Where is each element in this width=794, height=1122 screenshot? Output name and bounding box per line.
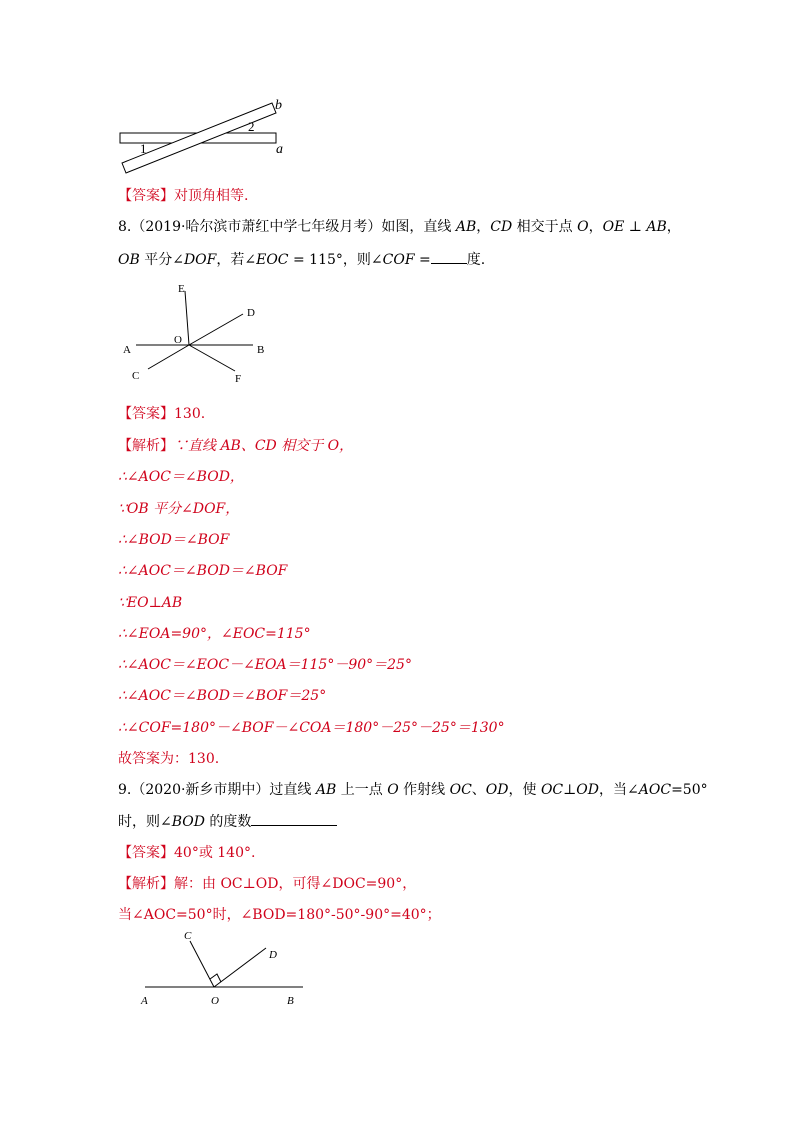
- label-D: D: [269, 949, 277, 961]
- figure-perpendicular-rays: [135, 922, 315, 1017]
- label-A: A: [141, 995, 148, 1007]
- figure-parallel-strips: [110, 95, 300, 175]
- analysis-8-step-4: ∴∠BOD＝∠BOF: [118, 532, 230, 548]
- label-F: F: [235, 373, 242, 385]
- label-C: C: [184, 930, 192, 942]
- label-angle-1: 1: [140, 141, 147, 156]
- analysis-8-step-8: ∴∠AOC＝∠EOC－∠EOA＝115°－90°＝25°: [118, 657, 412, 673]
- label-B: B: [287, 995, 294, 1007]
- analysis-8-step-10: ∴∠COF=180°－∠BOF－∠COA＝180°－25°－25°＝130°: [118, 720, 505, 736]
- answer-7: 【答案】对顶角相等.: [118, 188, 249, 204]
- label-A: A: [123, 344, 131, 356]
- analysis-9-step-2: 当∠AOC=50°时，∠BOD=180°-50°-90°=40°；: [118, 907, 441, 923]
- analysis-8-step-3: ∵OB 平分∠DOF，: [118, 501, 240, 517]
- question-8-line-1: 8.（2019·哈尔滨市萧红中学七年级月考）如图，直线 AB，CD 相交于点 O，OE ⊥ AB，: [118, 219, 681, 235]
- analysis-8-step-1: 【解析】∵直线 AB、CD 相交于 O，: [118, 438, 354, 454]
- answer-8: 【答案】130.: [118, 406, 206, 422]
- label-O: O: [174, 334, 182, 346]
- label-E: E: [178, 283, 185, 295]
- label-a: a: [276, 142, 283, 157]
- analysis-8-step-5: ∴∠AOC＝∠BOD＝∠BOF: [118, 563, 288, 579]
- analysis-9-step-1: 【解析】解：由 OC⊥OD，可得∠DOC=90°，: [118, 876, 417, 892]
- label-B: B: [257, 344, 265, 356]
- analysis-8-step-6: ∵EO⊥AB: [118, 595, 183, 611]
- label-D: D: [247, 307, 255, 319]
- answer-blank: [431, 249, 467, 264]
- label-O: O: [211, 995, 219, 1007]
- analysis-8-step-7: ∴∠EOA=90°，∠EOC=115°: [118, 626, 311, 642]
- question-9-line-2: 时，则∠BOD 的度数: [118, 811, 337, 832]
- figure-intersecting-lines: [118, 278, 278, 390]
- answer-blank: [251, 811, 337, 826]
- label-angle-2: 2: [248, 119, 255, 134]
- question-9-line-1: 9.（2020·新乡市期中）过直线 AB 上一点 O 作射线 OC、OD，使 OC⊥OD，当∠AOC=50°: [118, 782, 708, 798]
- analysis-8-step-9: ∴∠AOC＝∠BOD＝∠BOF＝25°: [118, 688, 327, 704]
- analysis-8-conclusion: 故答案为：130.: [118, 751, 220, 767]
- label-C: C: [132, 370, 140, 382]
- analysis-8-step-2: ∴∠AOC＝∠BOD，: [118, 469, 244, 485]
- question-8-line-2: OB 平分∠DOF，若∠EOC = 115°，则∠COF = 度.: [118, 249, 485, 270]
- answer-9: 【答案】40°或 140°.: [118, 845, 256, 861]
- label-b: b: [275, 98, 282, 113]
